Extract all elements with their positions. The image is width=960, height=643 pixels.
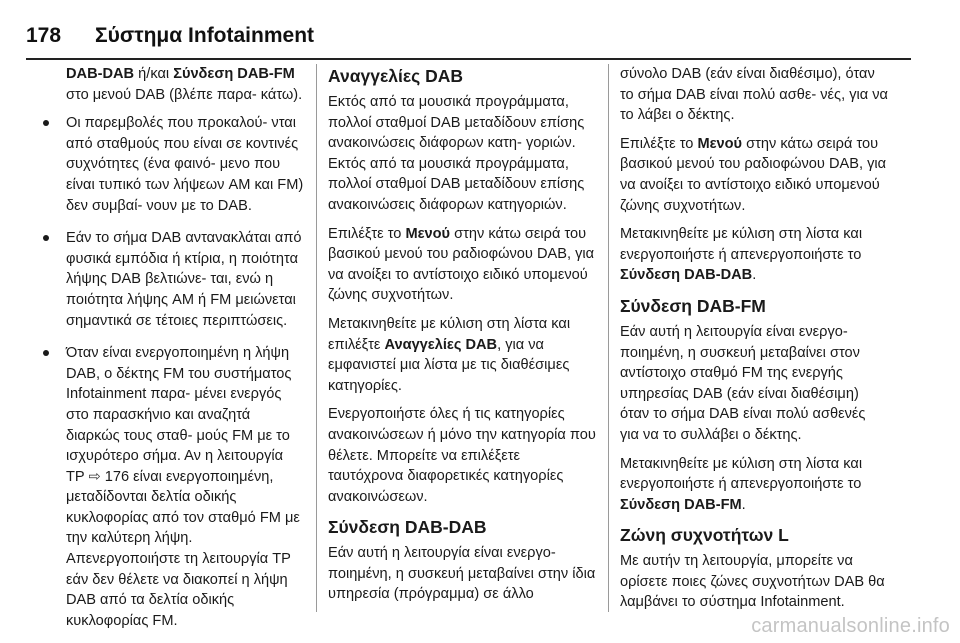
page-header: [26, 24, 314, 54]
paragraph: [620, 134, 888, 216]
list-item-text: Εάν το σήμα DAB αντανακλάται από φυσικά εμπόδια ή κτίρια, η ποιότητα λήψης DAB βελτιώνε‐ ται, ενώ η ποιότητα λήψης AM ή FM μειώνεται σημαντικά σε τέτοιες περιπτώσεις.: [66, 230, 302, 329]
menu-term: Μενού: [405, 225, 451, 242]
bullet-list: [26, 113, 304, 631]
text: , για να εμφανιστεί μια λίστα με τις διαθέσιμες κατηγορίες.: [328, 336, 570, 394]
column-3: [620, 64, 888, 621]
text: .: [752, 267, 757, 284]
text: στην κάτω σειρά του βασικού μενού του ραδιοφώνου DAB, για να ανοίξει το αντίστοιχο ειδικό υπομενού ζώνης συχνοτήτων.: [620, 135, 887, 214]
page-number: 178: [26, 24, 62, 47]
bullet-icon: [43, 235, 49, 241]
column-divider: [316, 64, 317, 612]
paragraph: Ενεργοποιήστε όλες ή τις κατηγορίες ανακοινώσεων ή μόνο την κατηγορία που θέλετε. Μπορείτε να επιλέξετε ταυτόχρονα διαφορετικές κατηγορίες ανακοινώσεων.: [328, 406, 596, 505]
list-item: [26, 343, 304, 631]
bullet-icon: [43, 120, 49, 126]
intro-text-2: στο μενού DAB (βλέπε παρα‐ κάτω).: [66, 86, 303, 103]
text: Μετακινηθείτε με κύλιση στη λίστα και επιλέξτε: [328, 315, 571, 353]
heading-dab-dab-link: Σύνδεση DAB-DAB: [328, 517, 487, 538]
list-item-text: Οι παρεμβολές που προκαλού‐ νται από σταθμούς που είναι σε κοντινές συχνότητες (ένα φαινό‐ μενο που είναι τυπικό των λήψεων AM και FM) δεν συμβαί‐ νουν με το DAB.: [66, 115, 304, 214]
list-item: [26, 228, 304, 331]
paragraph: Εάν αυτή η λειτουργία είναι ενεργο‐ ποιημένη, η συσκευή μεταβαίνει στον αντίστοιχο σταθμό FM της ενεργής υπηρεσίας DAB (εάν είναι διαθέσιμη) όταν το σήμα DAB είναι πολύ ασθενές για να το συλλάβει ο δέκτης.: [620, 323, 866, 443]
paragraph: [620, 224, 888, 286]
paragraph: [328, 314, 596, 396]
intro-text-1: ή/και: [134, 66, 174, 82]
heading-dab-fm-link: Σύνδεση DAB-FM: [620, 295, 766, 316]
menu-term: Σύνδεση DAB-DAB: [620, 267, 753, 284]
paragraph: Εκτός από τα μουσικά προγράμματα, πολλοί σταθμοί DAB μεταδίδουν επίσης ανακοινώσεις διάφορων κατη‐ γοριών. Εκτός από τα μουσικά προγράμματα, πολλοί σταθμοί DAB μεταδίδουν επίσης ανακοινώσεις διάφορων κατηγοριών.: [328, 94, 585, 213]
menu-term: Μενού: [697, 135, 743, 152]
list-item-text: είναι ενεργοποιημένη, μεταδίδονται δελτία οδικής κυκλοφορίας από τον σταθμό FM με την καλύτερη λήψη. Απενεργοποιήστε τη λειτουργία TP εάν δεν θέλετε να διακοπεί η λήψη DAB από τα δελτία οδικής κυκλοφορίας FM.: [66, 468, 300, 629]
text: Μετακινηθείτε με κύλιση στη λίστα και ενεργοποιήστε ή απενεργοποιήστε το: [620, 455, 863, 493]
page-ref-arrow-icon: ⇨: [88, 468, 101, 485]
bullet-icon: [43, 350, 49, 356]
column-divider: [608, 64, 609, 612]
text: Επιλέξτε το: [328, 225, 406, 242]
menu-term-dab-fm: Σύνδεση DAB-FM: [173, 66, 295, 82]
menu-term: Σύνδεση DAB-FM: [620, 496, 742, 513]
page-title: Σύστημα Infotainment: [95, 24, 315, 47]
text: Μετακινηθείτε με κύλιση στη λίστα και ενεργοποιήστε ή απενεργοποιήστε το: [620, 226, 863, 263]
paragraph: Με αυτήν τη λειτουργία, μπορείτε να ορίσετε ποιες ζώνες συχνοτήτων DAB θα λαμβάνει το σύστημα Infotainment.: [620, 553, 885, 611]
paragraph: [620, 454, 888, 516]
menu-term: Αναγγελίες DAB: [384, 336, 498, 353]
text: Επιλέξτε το: [620, 135, 698, 152]
paragraph: σύνολο DAB (εάν είναι διαθέσιμο), όταν το σήμα DAB είναι πολύ ασθε‐ νές, για να το λάβει ο δέκτης.: [620, 66, 888, 124]
paragraph: Εάν αυτή η λειτουργία είναι ενεργο‐ ποιημένη, η συσκευή μεταβαίνει στην ίδια υπηρεσία (πρόγραμμα) σε άλλο: [328, 545, 596, 603]
heading-dab-announcements: Αναγγελίες DAB: [328, 66, 464, 86]
text: .: [741, 496, 746, 513]
header-rule: [26, 58, 911, 60]
column-2: [328, 64, 596, 613]
intro-paragraph: [26, 64, 304, 105]
page-reference-link[interactable]: 176: [104, 468, 130, 485]
heading-l-band: Ζώνη συχνοτήτων L: [620, 525, 789, 546]
list-item: [26, 113, 304, 216]
list-item-text: Όταν είναι ενεργοποιημένη η λήψη DAB, ο δέκτης FM του συστήματος Infotainment παρα‐ μένει ενεργός στο παρασκήνιο και αναζητά διαρκώς τους σταθ‐ μούς FM με το ισχυρότερο σήμα. Αν η λειτουργία TP: [66, 345, 292, 485]
paragraph: [328, 224, 596, 306]
watermark: carmanualsonline.info: [751, 615, 950, 637]
menu-term-dab-dab: DAB-DAB: [66, 66, 135, 82]
text: στην κάτω σειρά του βασικού μενού του ραδιοφώνου DAB, για να ανοίξει το αντίστοιχο ειδικό υπομενού ζώνης συχνοτήτων.: [328, 225, 595, 304]
column-1: [26, 64, 304, 643]
